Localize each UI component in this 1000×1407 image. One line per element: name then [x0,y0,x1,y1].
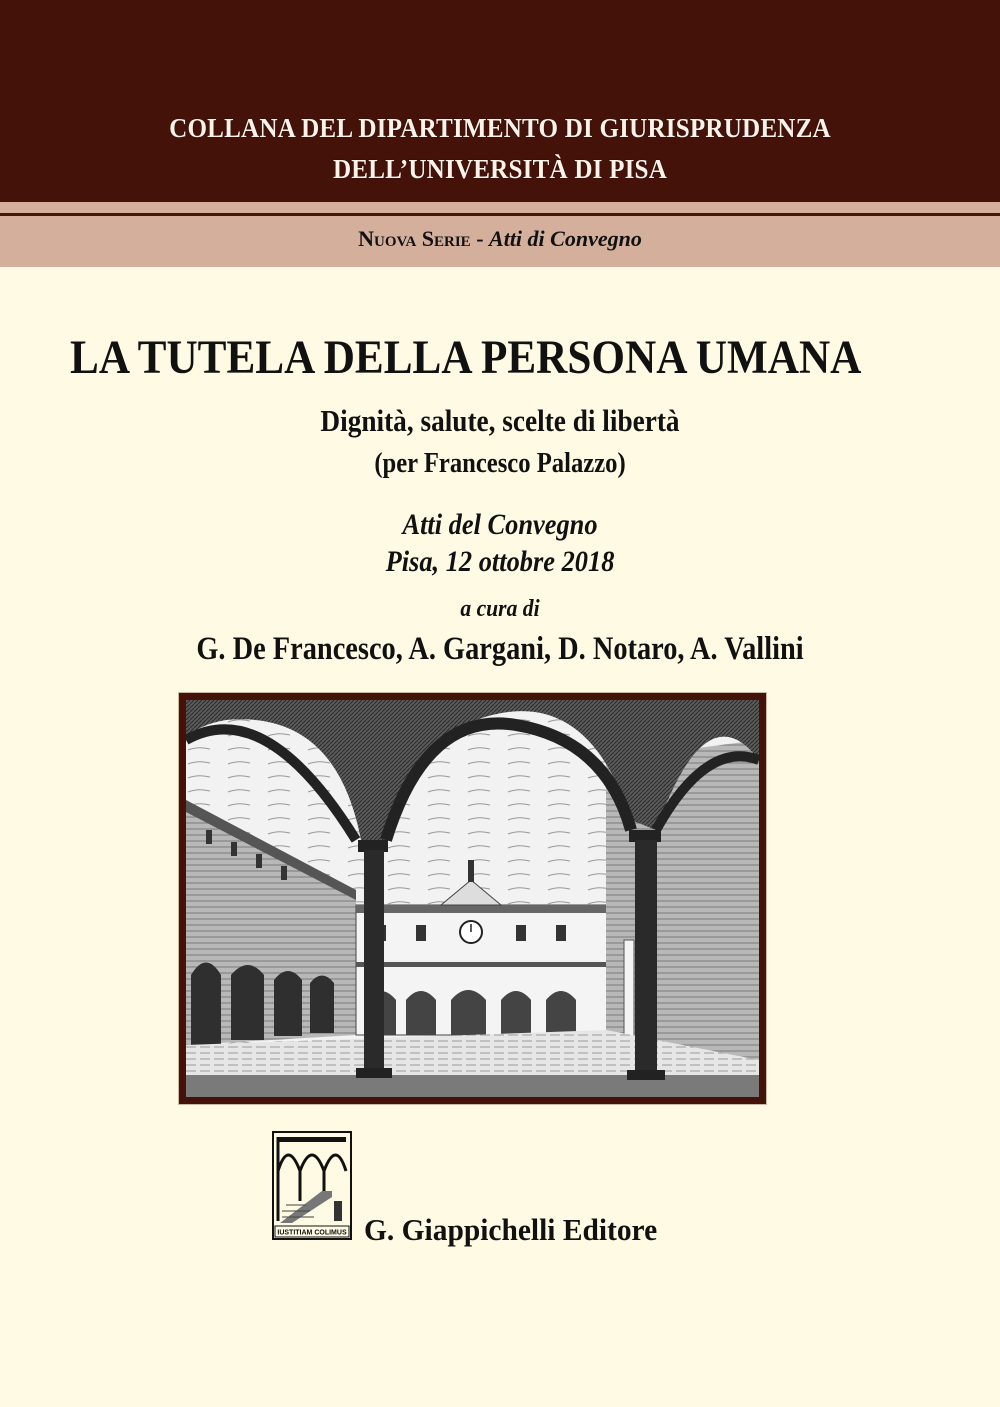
conference-place-date: Pisa, 12 ottobre 2018 [385,545,615,578]
publisher-name: G. Giappichelli Editore [364,1212,658,1247]
book-dedication: (per Francesco Palazzo) [374,448,626,479]
logo-motto: IUSTITIAM COLIMUS [277,1229,347,1237]
subseries-label [0,226,1000,252]
series-title-line-2: DELL’UNIVERSITÀ DI PISA [332,154,668,184]
series-title-line-1: COLLANA DEL DIPARTIMENTO DI GIURISPRUDENZA [169,113,831,143]
editors-list: G. De Francesco, A. Gargani, D. Notaro, A. Vallini [196,631,804,667]
subseries-name: Nuova Serie [358,226,471,251]
book-title: LA TUTELA DELLA PERSONA UMANA [70,331,862,384]
edited-by-label: a cura di [460,596,540,622]
publisher-logo [272,1131,352,1240]
cover-illustration [179,693,766,1104]
subseries-type: Atti di Convegno [489,226,642,251]
subseries-separator: - [470,226,490,251]
proceedings-label: Atti del Convegno [402,508,598,541]
book-subtitle: Dignità, salute, scelte di libertà [320,403,680,438]
decorative-band [0,202,1000,213]
courtyard-engraving-icon [186,700,759,1097]
